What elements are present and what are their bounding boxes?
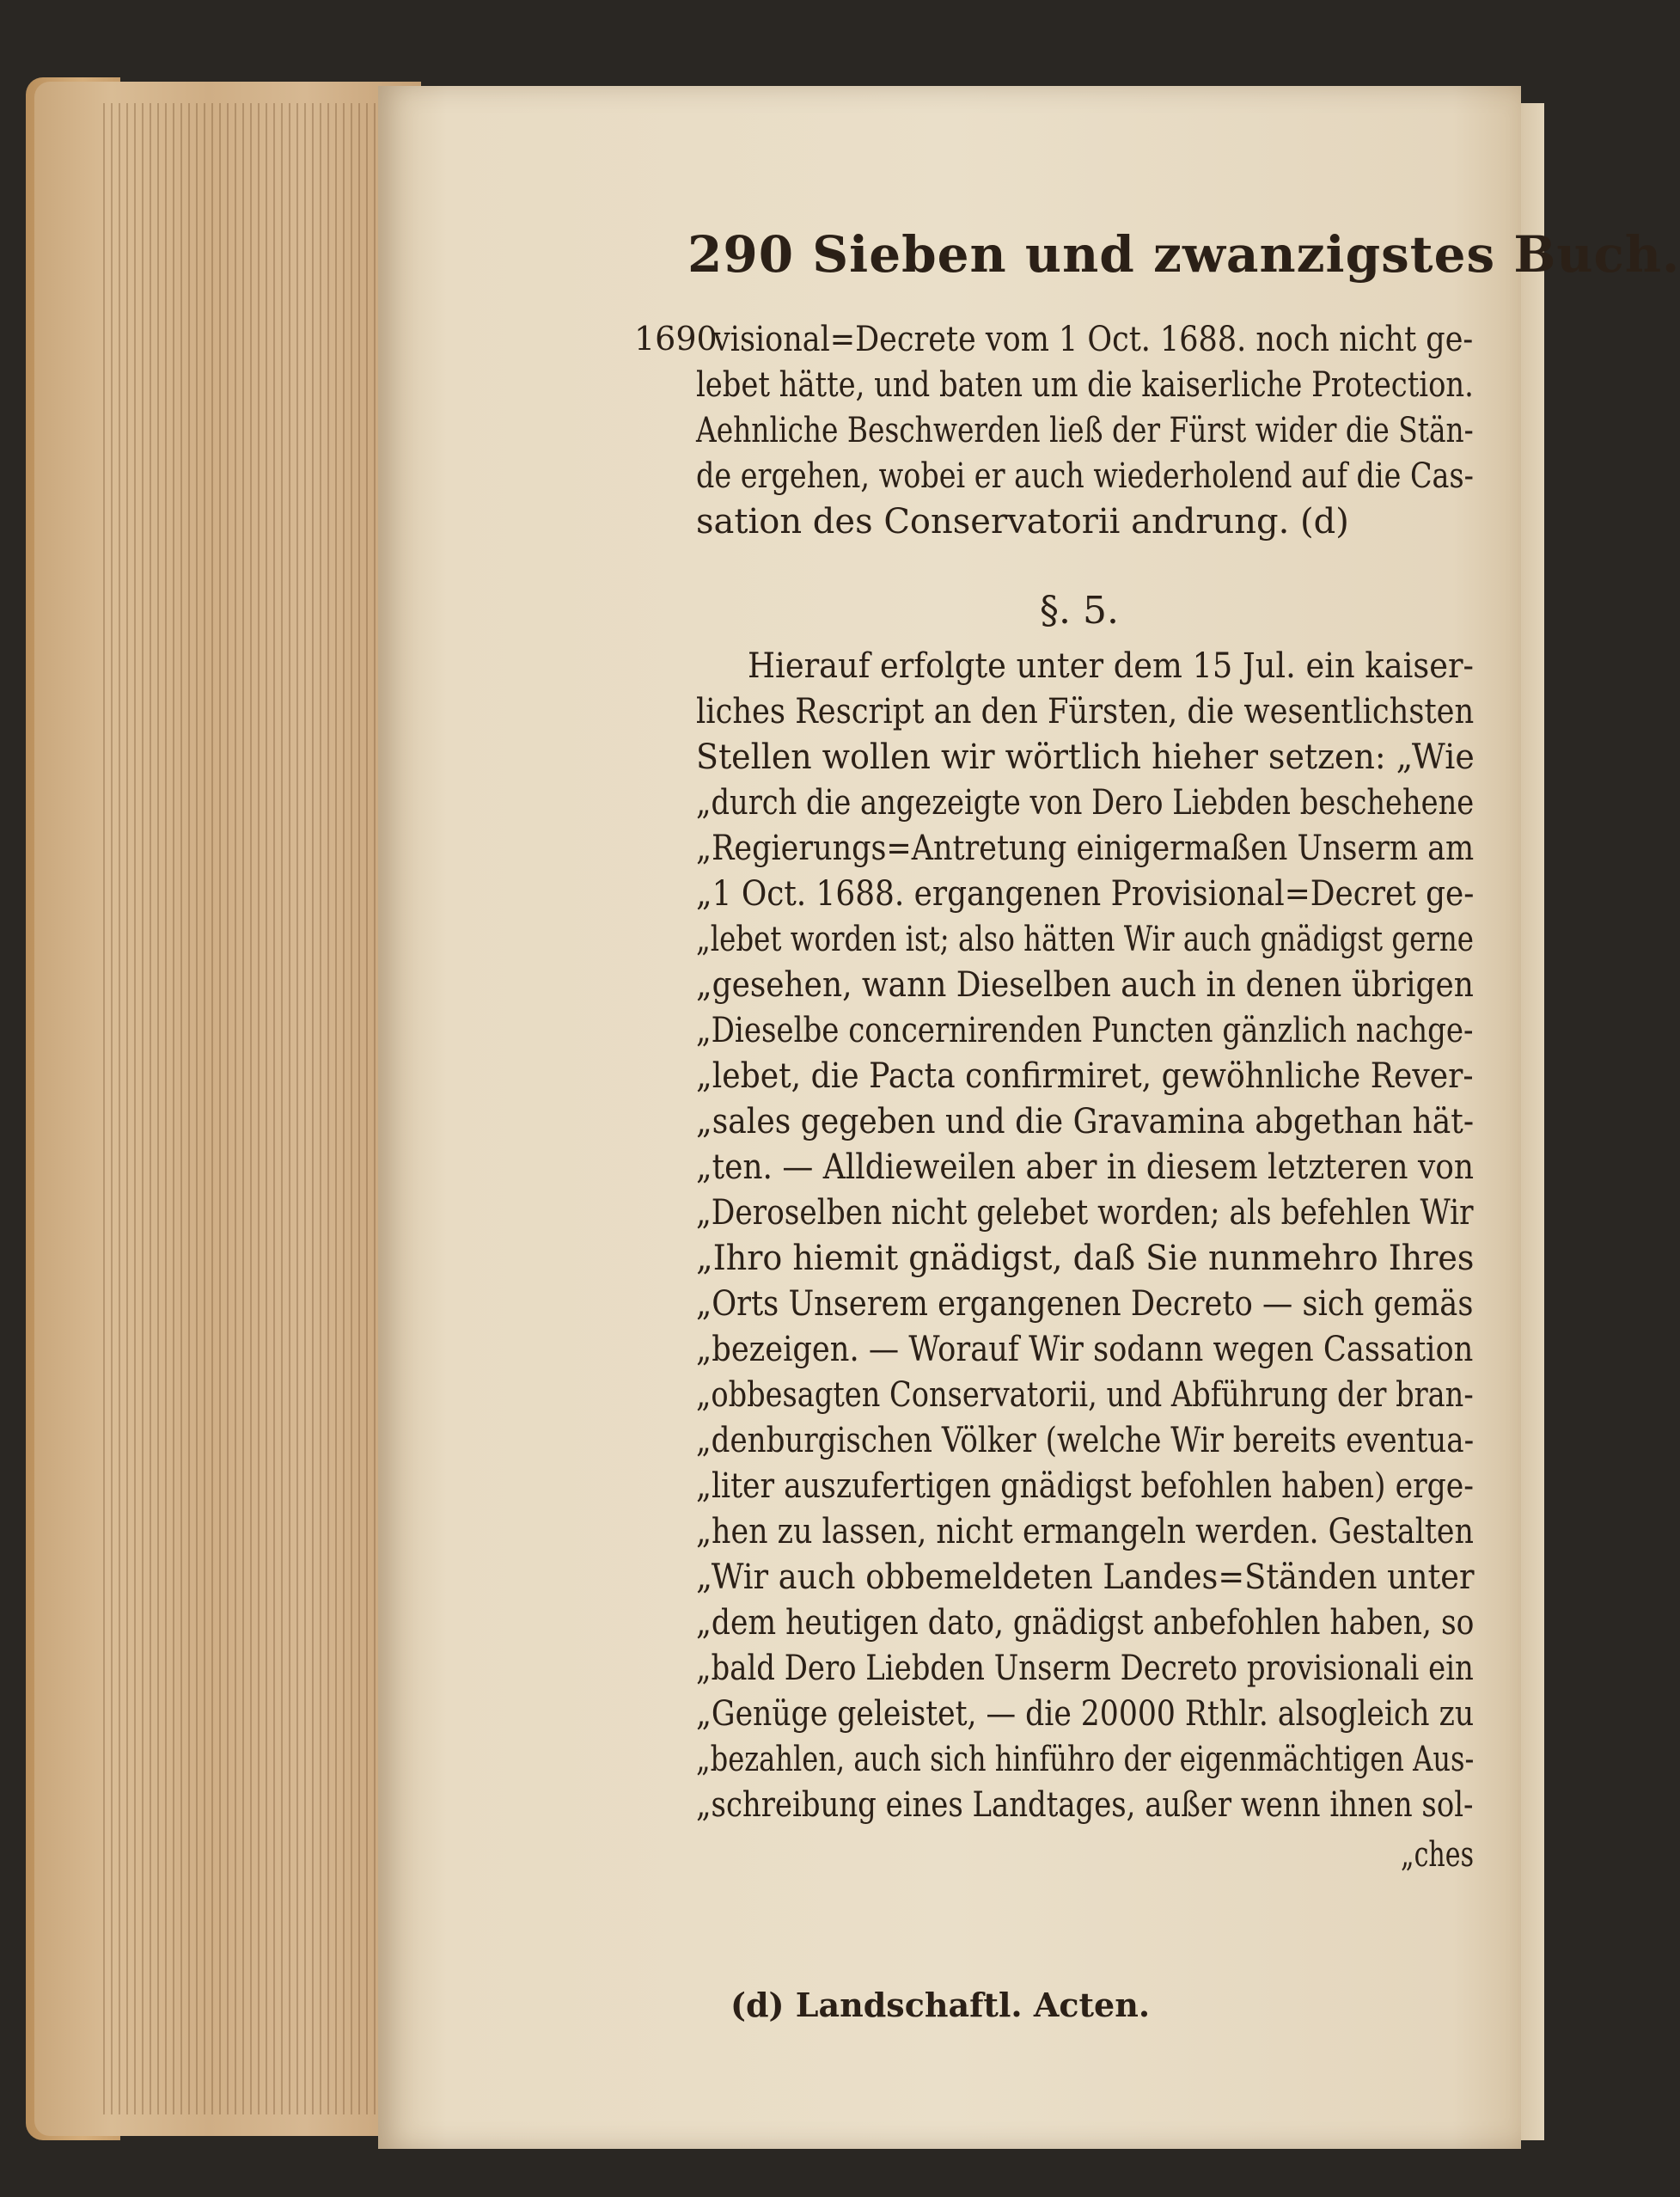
text-line: sation des Conservatorii andrung. (d)	[696, 502, 1349, 542]
text-line: Aehnliche Beschwerden ließ der Fürst wider die Stän-	[696, 411, 1474, 450]
text-line: „gesehen, wann Dieselben auch in denen übrigen	[696, 965, 1474, 1005]
text-line: „lebet worden ist; also hätten Wir auch gnädigst gerne	[696, 920, 1474, 959]
catchword: „ches	[1401, 1835, 1475, 1875]
text-line: „bezahlen, auch sich hinführo der eigenmächtigen Aus-	[696, 1740, 1475, 1779]
text-line: „lebet, die Pacta confirmiret, gewöhnliche Rever-	[696, 1056, 1474, 1096]
text-line: „ten. — Alldieweilen aber in diesem letzteren von	[696, 1147, 1475, 1187]
text-line: „Genüge geleistet, — die 20000 Rthlr. alsogleich zu	[696, 1694, 1475, 1734]
header-title: Sieben und zwanzigstes Buch.	[812, 225, 1680, 284]
section-heading: §. 5.	[1040, 589, 1119, 633]
text-line: „bezeigen. — Worauf Wir sodann wegen Cassation	[696, 1330, 1474, 1369]
footnote: (d) Landschaftl. Acten.	[730, 1986, 1151, 2024]
text-line: „obbesagten Conservatorii, und Abführung der bran-	[696, 1375, 1474, 1415]
text-line: „hen zu lassen, nicht ermangeln werden. Gestalten	[696, 1512, 1474, 1551]
text-line: „Orts Unserem ergangenen Decreto — sich gemäs	[696, 1284, 1474, 1324]
text-line: „1 Oct. 1688. ergangenen Provisional=Decret ge-	[696, 874, 1475, 914]
text-line: „Ihro hiemit gnädigst, daß Sie nunmehro Ihres	[696, 1239, 1475, 1278]
text-line: „Deroselben nicht gelebet worden; als befehlen Wir	[696, 1193, 1474, 1233]
text-line: „Wir auch obbemeldeten Landes=Ständen unter	[696, 1557, 1475, 1597]
text-line: „Dieselbe concernirenden Puncten gänzlich nachge-	[696, 1011, 1474, 1050]
page-edges-texture	[103, 103, 412, 2114]
text-line: de ergehen, wobei er auch wiederholend auf die Cas-	[696, 456, 1474, 496]
text-line: Hierauf erfolgte unter dem 15 Jul. ein kaiser-	[748, 646, 1474, 686]
text-line: „denburgischen Völker (welche Wir bereits eventua-	[696, 1421, 1475, 1460]
text-line: visional=Decrete vom 1 Oct. 1688. noch nicht ge-	[713, 320, 1474, 359]
margin-year: 1690	[634, 320, 718, 358]
text-line: „dem heutigen dato, gnädigst anbefohlen haben, so	[696, 1603, 1475, 1643]
text-line: „liter auszufertigen gnädigst befohlen haben) erge-	[696, 1466, 1475, 1506]
text-line: „bald Dero Liebden Unserm Decreto provisionali ein	[696, 1649, 1474, 1688]
text-line: Stellen wollen wir wörtlich hieher setzen: „Wie	[696, 737, 1475, 777]
text-line: „sales gegeben und die Gravamina abgethan hät-	[696, 1102, 1475, 1141]
text-line: liches Rescript an den Fürsten, die wesentlichsten	[696, 692, 1475, 731]
page-number: 290	[687, 225, 795, 284]
text-line: „durch die angezeigte von Dero Liebden beschehene	[696, 783, 1475, 823]
text-line: „schreibung eines Landtages, außer wenn ihnen sol-	[696, 1785, 1474, 1825]
text-line: „Regierungs=Antretung einigermaßen Unserm am	[696, 829, 1475, 868]
running-header	[687, 225, 1680, 284]
text-line: lebet hätte, und baten um die kaiserliche Protection.	[696, 365, 1474, 405]
